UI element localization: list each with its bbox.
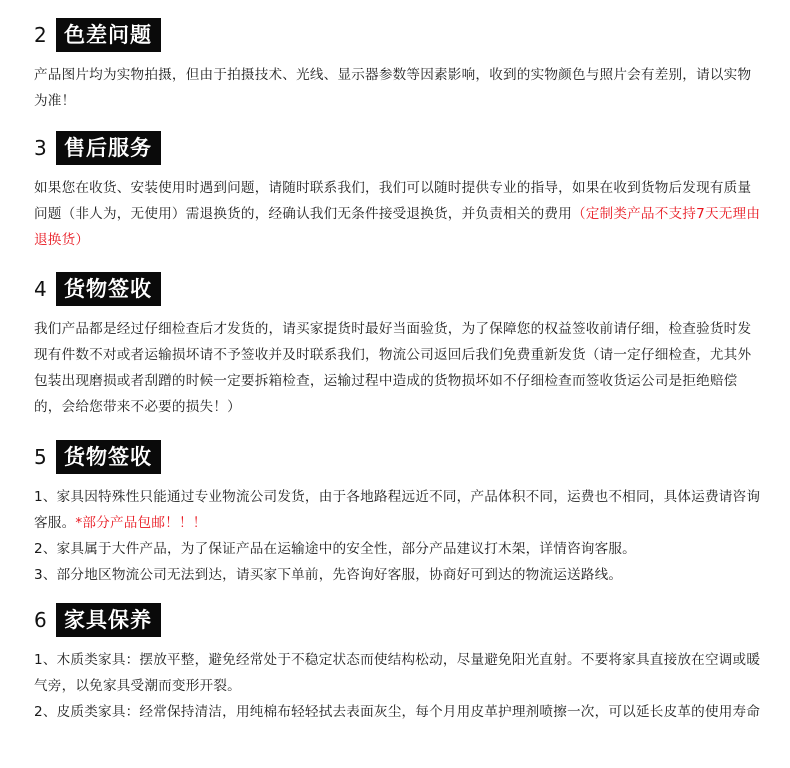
custom-product-notice: （定制类产品不支持7天无理由退换货） [34, 206, 761, 248]
section-goods-receipt [34, 272, 764, 420]
section-color-difference [34, 18, 764, 114]
section-heading [34, 272, 764, 306]
section-body [34, 175, 764, 253]
section-title: 货物签收 [56, 272, 161, 306]
section-furniture-care [34, 603, 764, 725]
section-body [34, 316, 764, 420]
paragraph: 产品图片均为实物拍摄，但由于拍摄技术、光线、显示器参数等因素影响，收到的实物颜色与照片会有差别，请以实物为准！ [34, 67, 752, 109]
paragraph: 我们产品都是经过仔细检查后才发货的，请买家提货时最好当面验货，为了保障您的权益签收前请仔细，检查验货时发现有件数不对或者运输损坏请不予签收并及时联系我们，物流公司返回后我们免费重新发货（请一定仔细检查，尤其外包装出现磨损或者刮蹭的时候一定要拆箱检查，运输过程中造成的货物损坏如不仔细检查而签收货运公司是拒绝赔偿的，会给您带来不必要的损失！） [34, 321, 752, 415]
section-heading [34, 440, 764, 474]
section-title: 售后服务 [56, 131, 161, 165]
section-title: 色差问题 [56, 18, 161, 52]
section-number: 6 [34, 608, 47, 632]
section-shipping [34, 440, 764, 588]
paragraph [34, 175, 764, 253]
section-heading [34, 18, 764, 52]
section-heading [34, 603, 764, 637]
list-item: 3、部分地区物流公司无法到达，请买家下单前，先咨询好客服，协商好可到达的物流运送路线。 [34, 567, 623, 583]
list-item: 2、皮质类家具：经常保持清洁，用纯棉布轻轻拭去表面灰尘，每个月用皮革护理剂喷擦一次，可以延长皮革的使用寿命 [34, 704, 761, 720]
list-item: 2、家具属于大件产品，为了保证产品在运输途中的安全性，部分产品建议打木架，详情咨询客服。 [34, 541, 636, 557]
section-number: 3 [34, 136, 47, 160]
section-heading [34, 131, 764, 165]
list-item: 1、木质类家具：摆放平整，避免经常处于不稳定状态而使结构松动，尽量避免阳光直射。不要将家具直接放在空调或暖气旁，以免家具受潮而变形开裂。 [34, 652, 761, 694]
list-item [34, 484, 764, 536]
list-item-text: 1、家具因特殊性只能通过专业物流公司发货，由于各地路程远近不同，产品体积不同，运费也不相同，具体运费请咨询客服。 [34, 489, 761, 531]
section-title: 货物签收 [56, 440, 161, 474]
section-body [34, 484, 764, 588]
paragraph-text: 如果您在收货、安装使用时遇到问题，请随时联系我们，我们可以随时提供专业的指导，如果在收到货物后发现有质量问题（非人为，无使用）需退换货的，经确认我们无条件接受退换货，并负责相关的费用 [34, 180, 752, 222]
section-after-sales [34, 131, 764, 253]
section-title: 家具保养 [56, 603, 161, 637]
section-number: 5 [34, 445, 47, 469]
section-body [34, 647, 764, 725]
section-number: 4 [34, 277, 47, 301]
free-shipping-notice: *部分产品包邮！！！ [75, 515, 207, 531]
section-number: 2 [34, 23, 47, 47]
section-body [34, 62, 764, 114]
